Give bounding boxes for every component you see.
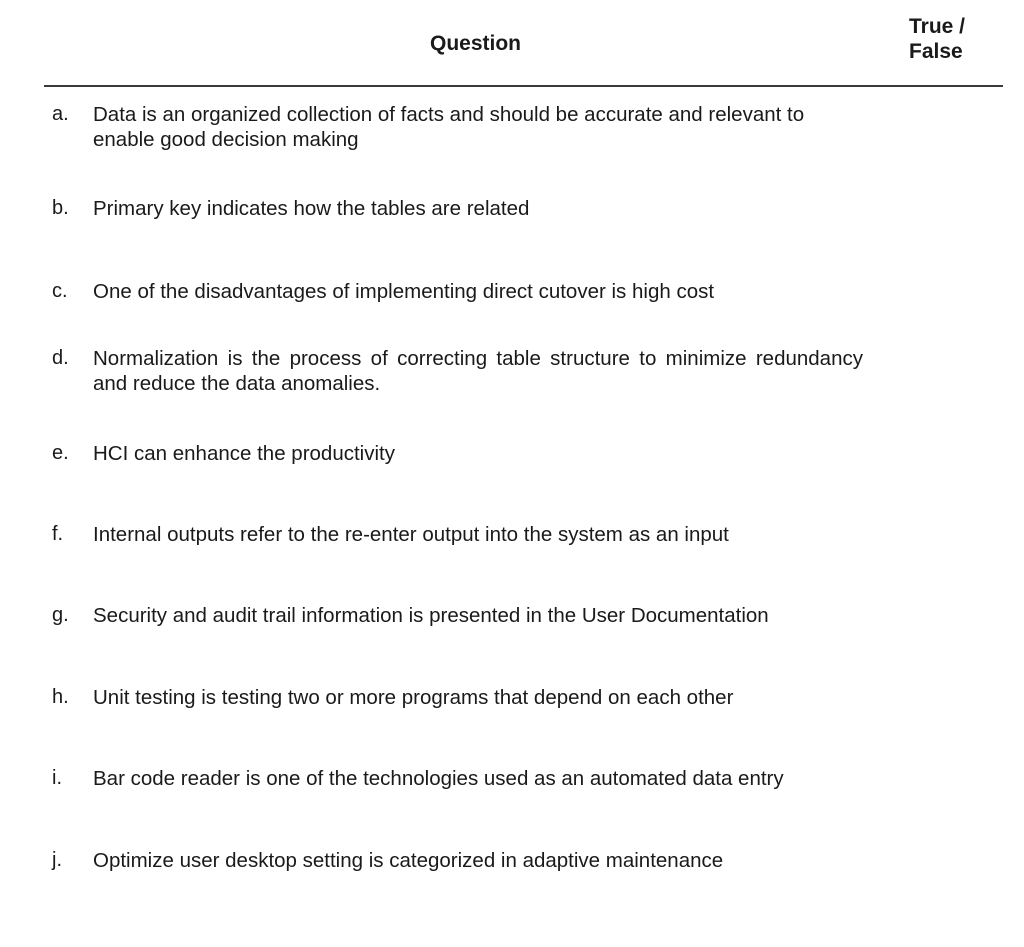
item-text: Security and audit trail information is presented in the User Documentation <box>93 604 769 627</box>
item-text: HCI can enhance the productivity <box>93 442 395 465</box>
item-letter: c. <box>52 280 68 302</box>
item-letter: g. <box>52 604 69 626</box>
item-letter: b. <box>52 197 69 219</box>
item-letter: f. <box>52 523 64 545</box>
item-text: Optimize user desktop setting is categorized in adaptive maintenance <box>93 849 724 872</box>
item-letter: a. <box>52 103 69 125</box>
item-text: Primary key indicates how the tables are related <box>93 197 530 220</box>
header-divider <box>44 85 1003 87</box>
true-false-column-header <box>909 14 965 64</box>
item-letter: d. <box>52 347 69 369</box>
item-letter: j. <box>52 849 62 871</box>
item-letter: e. <box>52 442 69 464</box>
item-text: Internal outputs refer to the re-enter output into the system as an input <box>93 523 729 546</box>
question-column-header: Question <box>430 32 522 55</box>
true-false-header-line2: False <box>909 40 963 63</box>
item-letter: h. <box>52 686 69 708</box>
item-text: Data is an organized collection of facts and should be accurate and relevant to enable good decision making <box>93 103 805 151</box>
item-letter: i. <box>52 767 62 789</box>
true-false-header-line1: True / <box>909 15 966 38</box>
item-text: One of the disadvantages of implementing direct cutover is high cost <box>93 280 715 303</box>
item-text: Bar code reader is one of the technologies used as an automated data entry <box>93 767 784 790</box>
item-text: Unit testing is testing two or more programs that depend on each other <box>93 686 734 709</box>
item-text: Normalization is the process of correcting table structure to minimize redundancy and reduce the data anomalies. <box>93 347 863 395</box>
